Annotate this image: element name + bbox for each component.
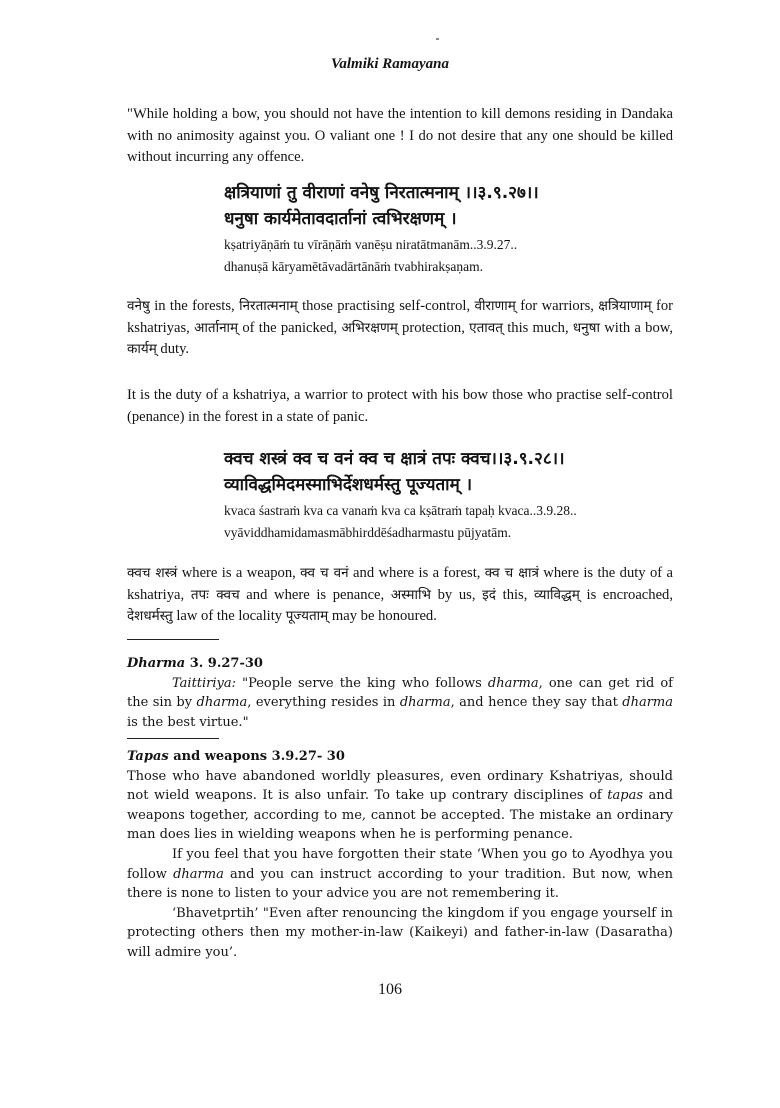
footnote-text: , and hence they say that [450,695,623,711]
verse-line-1: क्वच शस्त्रं क्व च वनं क्व च क्षात्रं तपः क्वच।।३.९.२८।। [224,449,565,469]
footnote-title-ref: 3. 9.27-30 [185,656,263,671]
footnote-text: If you feel that you have forgotten their state ‘When you go to Ayodhya you follow [127,846,673,882]
footnote-paragraph-3: ‘Bhavetprtih’ "Even after renouncing the kingdom if you engage yourself in protecting others then my mother-in-law (Kaikeyi) and father-in-law (Dasaratha) will admire you’. [127,905,673,960]
gloss-term: क्व च क्षात्रं [484,565,539,581]
footnote-text: Those who have abandoned worldly pleasures, even ordinary Kshatriyas, should not wield weapons. It is also unfair. To take up contrary disciplines of [127,768,673,804]
footnote-title-term: Tapas [127,749,169,764]
transliteration-line-1: kṣatriyāṇāṁ tu vīrāṇāṁ vanēṣu niratātmanām..3.9.27.. [224,237,518,252]
transliteration-line-1: kvaca śastraṁ kva ca vanaṁ kva ca kṣātraṁ tapaḥ kvaca..3.9.28.. [224,503,577,518]
verse-3-9-27 [224,180,684,278]
footnote-text: , one can get rid of the sin by [127,675,673,711]
footnote-paragraph-2 [127,845,673,904]
verse-line-2: धनुषा कार्यमेतावदार्तानां त्वभिरक्षणम् । [224,209,457,229]
verse-3-9-28 [224,446,684,544]
gloss-term: वीराणाम् [474,298,516,314]
gloss-term: तपः क्वच [190,586,240,603]
gloss-term: अभिरक्षणम् [341,319,398,336]
gloss-meaning: is encroached, [579,586,673,603]
footnote-text: and you can instruct according to your tradition. But now, when there is none to listen to your advice you are not remembering it. [127,866,674,902]
gloss-meaning: duty. [156,341,190,357]
gloss-meaning: by us, [430,586,483,603]
gloss-term: देशधर्मस्तु [127,608,173,624]
gloss-term: एतावत् [469,319,503,336]
transliteration-line-2: vyāviddhamidamasmābhirddēśadharmastu pūjyatām. [224,525,512,540]
gloss-meaning: in the forests, [149,298,240,314]
footnote-body [127,674,673,733]
gloss-meaning: those practising self-control, [297,298,475,314]
gloss-term: निरतात्मनाम् [239,298,298,314]
footnote-divider [127,639,219,640]
gloss-term: क्वच शस्त्रं [127,565,178,581]
gloss-term: क्व च वनं [300,565,349,581]
footnote-text: and weapons together, according to me, cannot be accepted. The mistake an ordinary man does lies in wielding weapons when he is performing penance. [127,788,673,843]
footnote-emphasis: dharma [399,695,451,711]
footnote-emphasis: dharma [196,695,248,711]
footnote-source: Taittiriya: [172,675,237,691]
word-gloss-1 [127,296,673,361]
footnote-dharma [127,654,673,732]
footnote-title [127,747,673,767]
gloss-term: व्याविद्धम् [534,586,580,603]
gloss-term: आर्तानाम् [194,319,239,336]
footnote-emphasis: dharma [622,695,673,711]
gloss-meaning: for kshatriyas, [127,298,673,336]
page-number: 106 [378,981,402,998]
gloss-meaning: with a bow, [599,319,673,336]
footnote-title-term: Dharma [127,656,186,671]
verse-line-1: क्षत्रियाणां तु वीराणां वनेषु निरतात्मनाम् ।।३.९.२७।। [224,183,539,203]
gloss-term: अस्माभि [390,586,431,603]
gloss-meaning: law of the locality [172,608,286,624]
gloss-term: वनेषु [127,298,150,314]
gloss-meaning: this much, [502,319,573,336]
paragraph-meaning-1: It is the duty of a kshatriya, a warrior to protect with his bow those who practise self-control (penance) in the forest in a state of panic. [127,387,673,425]
footnote-emphasis: tapas [607,788,644,804]
gloss-meaning: protection, [397,319,470,336]
gloss-meaning: this, [495,586,535,603]
footnote-title-ref: and weapons 3.9.27- 30 [168,749,345,764]
gloss-meaning: where is a weapon, [177,565,301,581]
footnote-divider [127,738,219,739]
footnote-text: , everything resides in [247,695,400,711]
gloss-meaning: for warriors, [515,298,599,314]
gloss-meaning: where is the duty of a kshatriya, [127,565,673,603]
footnote-paragraph-1 [127,767,673,845]
transliteration-line-2: dhanuṣā kāryamētāvadārtānāṁ tvabhirakṣaṇam. [224,259,484,274]
gloss-term: धनुषा [572,319,600,336]
footnote-emphasis: dharma [487,675,539,691]
gloss-term: क्षत्रियाणाम् [598,298,652,314]
gloss-meaning: of the panicked, [238,319,342,336]
word-gloss-2 [127,563,673,628]
gloss-meaning: may be honoured. [328,608,437,624]
gloss-term: पूज्यताम् [285,608,329,624]
gloss-term: इदं [482,586,496,603]
verse-line-2: व्याविद्धमिदमस्माभिर्देशधर्मस्तु पूज्यताम् । [224,475,473,495]
paragraph-intro: "While holding a bow, you should not have the intention to kill demons residing in Dandaka with no animosity against you. O valiant one ! I do not desire that any one should be killed without incurring any offence. [127,106,673,165]
footnote-text: is the best virtue." [127,714,249,730]
gloss-meaning: and where is penance, [239,586,391,603]
running-header: Valmiki Ramayana [331,56,449,72]
gloss-term: कार्यम् [127,341,157,357]
gloss-meaning: and where is a forest, [348,565,485,581]
scan-mark [436,38,439,40]
footnote-emphasis: dharma [173,866,224,882]
footnote-text: "People serve the king who follows [236,675,488,691]
footnote-title [127,654,673,674]
footnote-tapas [127,747,673,963]
